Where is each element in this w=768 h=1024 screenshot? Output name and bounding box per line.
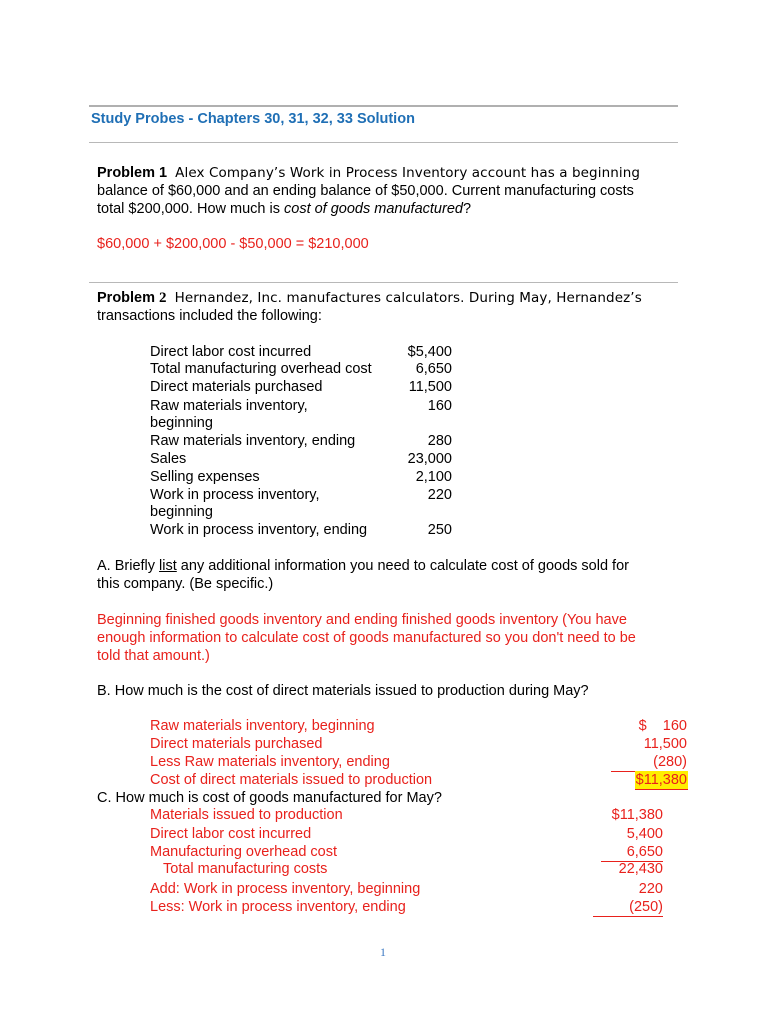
problem2-line2: transactions included the following: [97,308,322,324]
item-value: 250 [427,522,452,538]
list-item-continued [0,414,768,432]
row-label: Raw materials inventory, beginning [150,718,375,734]
page-number: 1 [380,945,386,959]
table-row [0,735,768,753]
list-item [0,378,768,396]
list-item [0,343,768,361]
list-item [0,521,768,539]
list-item [0,468,768,486]
problem1-line3-pre: total $200,000. How much is [97,201,284,217]
item-value: 280 [427,433,452,449]
item-label: Raw materials inventory, [150,398,308,414]
item-label: Work in process inventory, [150,487,320,503]
top-rule [89,105,678,107]
list-item [0,360,768,378]
row-label: Less: Work in process inventory, ending [150,899,406,915]
list-item [0,432,768,450]
item-label: Total manufacturing overhead cost [150,361,372,377]
total-value-highlighted: $11,380 [635,772,687,788]
table-row [0,717,768,735]
partA-q-line2: this company. (Be specific.) [97,576,274,592]
item-label-continued: beginning [150,415,213,431]
list-item-continued [0,503,768,521]
table-row [0,825,768,843]
title-rule [89,142,678,143]
problem2-line1: Hernandez, Inc. manufactures calculators. During May, Hernandez’s [174,290,642,306]
problem1-line2: balance of $60,000 and an ending balance of $50,000. Current manufacturing costs [97,183,634,199]
partA-q-pre: A. Briefly [97,558,160,574]
item-label: Raw materials inventory, ending [150,433,356,449]
partA-a-line1: Beginning finished goods inventory and ending finished goods inventory (You have [97,612,627,628]
row-value: 5,400 [626,826,663,842]
problem1-line1: Alex Company’s Work in Process Inventory account has a beginning [175,165,641,181]
item-label: Work in process inventory, ending [150,522,368,538]
item-value: $5,400 [407,344,452,360]
list-item [0,450,768,468]
problem2-text [97,289,677,325]
problem1-label: Problem 1 [97,165,168,181]
problem2-number: 2 [159,290,167,306]
table-row [0,771,768,789]
item-value: 23,000 [407,451,452,467]
item-label: Direct labor cost incurred [150,344,312,360]
partA-a-line2: enough information to calculate cost of goods manufactured so you don't need to be [97,630,636,646]
page-title: Study Probes - Chapters 30, 31, 32, 33 Solution [91,111,415,127]
problem1-line3-post: ? [462,201,472,217]
row-label: Direct labor cost incurred [150,826,312,842]
row-value: (280) [611,753,687,772]
row-label: Less Raw materials inventory, ending [150,754,390,770]
row-label: Add: Work in process inventory, beginning [150,881,421,897]
row-value: $11,380 [611,807,663,823]
row-value: 22,430 [618,861,663,877]
item-value: 220 [427,487,452,503]
item-label: Selling expenses [150,469,260,485]
partB-question: B. How much is the cost of direct materials issued to production during May? [97,683,589,699]
row-value: $ 160 [638,718,687,734]
item-value: 160 [427,398,452,414]
table-row [0,860,768,878]
list-item [0,397,768,415]
row-label: Cost of direct materials issued to production [150,772,433,788]
partA-q-post: any additional information you need to calculate cost of goods sold for [176,558,629,574]
row-value: 220 [638,881,663,897]
item-label: Direct materials purchased [150,379,323,395]
item-value: 2,100 [415,469,452,485]
problem2-label: Problem [97,290,156,306]
partA-a-line3: told that amount.) [97,648,210,664]
table-row [0,880,768,898]
partA-q-underlined: list [159,558,177,574]
table-row [0,898,768,916]
list-item [0,486,768,504]
problem1-answer: $60,000 + $200,000 - $50,000 = $210,000 [97,236,369,252]
problem1-text [97,164,677,218]
partC-question [0,789,768,807]
problem-divider [89,282,678,283]
row-label: Total manufacturing costs [163,861,328,877]
item-value: 6,650 [415,361,452,377]
table-row [0,806,768,824]
row-label: Materials issued to production [150,807,343,823]
row-value: (250) [593,898,663,917]
problem1-line3-em: cost of goods manufactured [284,201,463,217]
partA-answer [97,611,677,665]
item-value: 11,500 [408,379,452,395]
item-label: Sales [150,451,187,467]
row-value: 6,650 [601,843,663,862]
row-value: 11,500 [643,736,687,752]
table-row [0,753,768,771]
row-label: Manufacturing overhead cost [150,844,337,860]
item-label-continued: beginning [150,504,213,520]
table-row [0,843,768,861]
row-label: Direct materials purchased [150,736,323,752]
partC-question-text: C. How much is cost of goods manufactured for May? [97,790,442,806]
partA-question [97,557,677,593]
